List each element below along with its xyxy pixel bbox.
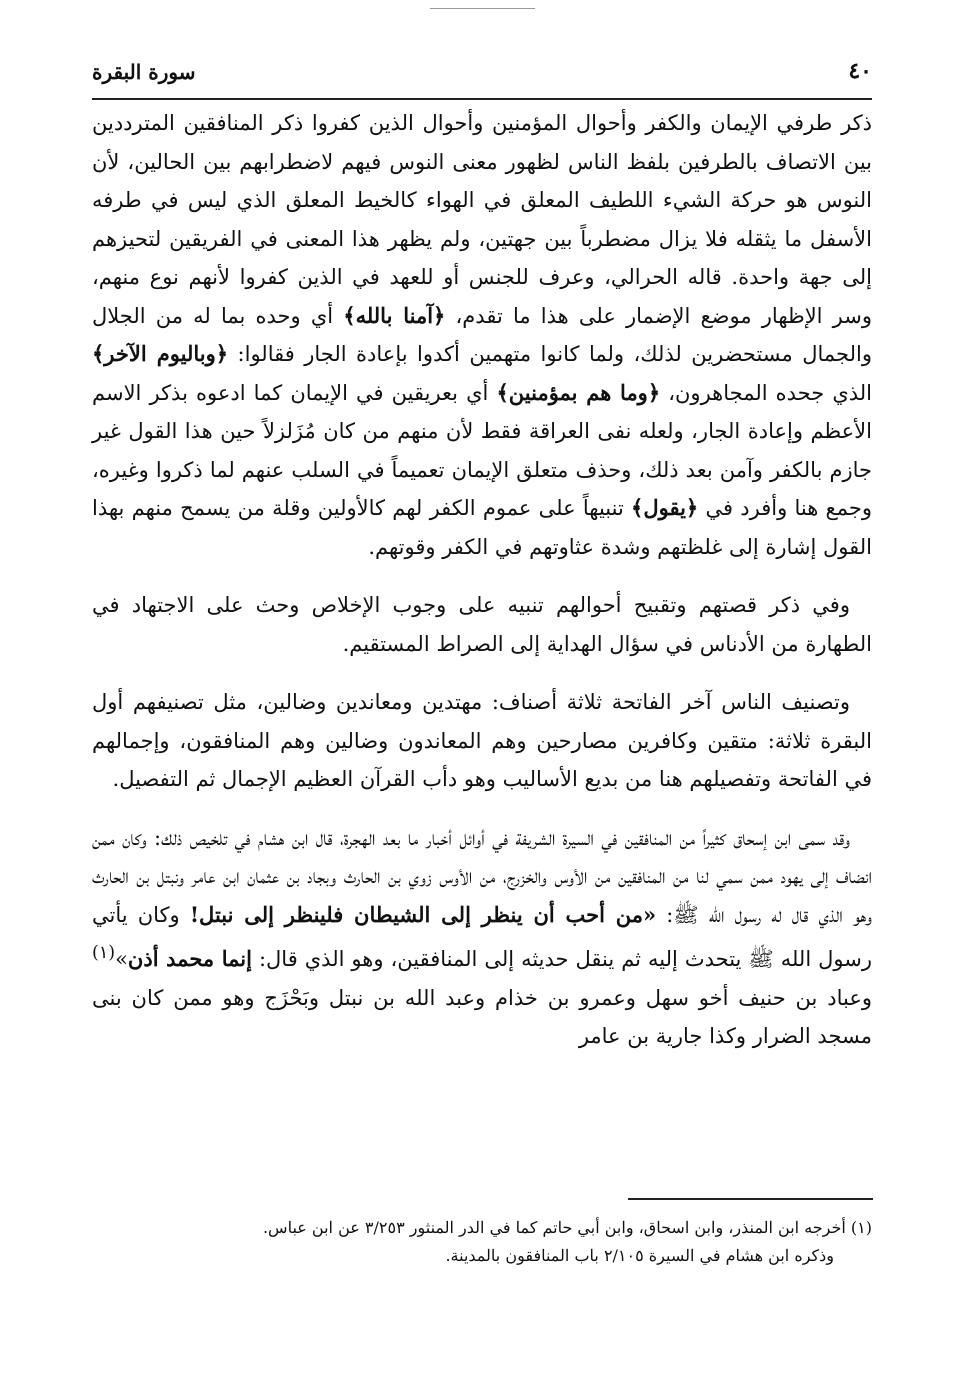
paragraph-4-text-a: وقد سمى ابن إسحاق كثيراً من المنافقين في السيرة الشريفة في أوائل أخبار ما بعد الهجرة، قال ابن هشام في تلخيص ذلك: وكان ممن انضاف إلى يهود ممن سمي لنا من المنافقين من الأوس والخزرج، من الأوس زوي بن الحارث وبجاد بن عثمان ابن عامر ونبتل بن الحارث وهو الذي قال له رسول الله ﷺ: [92, 825, 872, 927]
footnote-separator [628, 1198, 873, 1200]
paragraph-4-text-g: وعباد بن حنيف أخو سهل وعمرو بن خذام وعبد الله بن نبتل وبَحْزَج وهو ممن كان بنى مسجد الضرار وكذا جارية بن عامر [92, 985, 872, 1048]
quran-quote-aamanna-billah: ﴿آمنا بالله﴾ [343, 302, 446, 328]
paragraph-1-text-e: الذي جحده المجاهرون، [660, 380, 873, 405]
surah-name: سورة البقرة [92, 60, 196, 84]
top-edge-mark [430, 8, 535, 9]
quran-quote-wama-hum: ﴿وما هم بمؤمنين﴾ [496, 379, 661, 405]
body-text [92, 104, 872, 1056]
quran-quote-yaqul: ﴿يقول﴾ [631, 495, 699, 520]
paragraph-3: وتصنيف الناس آخر الفاتحة ثلاثة أصناف: مهتدين ومعاندين وضالين، مثل تصنيفهم أول البقرة ثلاثة: متقين وكافرين مصارحين وهم المعاندون وضالين وهم المنافقون، وإجمالهم في الفاتحة وتفصيلهم هنا من بديع الأساليب وهو دأب القرآن العظيم الإجمال ثم التفصيل. [92, 690, 872, 791]
paragraph-1-text-i: تنبيهاً على عموم الكفر لهم كالأولين وقلة من يسمح منهم بهذا القول إشارة إلى غلظتهم وشدة عثاوتهم في الكفر وقوتهم. [92, 496, 872, 559]
footnote-1-continued: وذكره ابن هشام في السيرة ٢/١٠٥ باب المنافقون بالمدينة. [445, 1246, 834, 1265]
paragraph-1-text-a: ذكر طرفي الإيمان والكفر وأحوال المؤمنين وأحوال الذين كفروا ذكر المنافقين المترددين بين الاتصاف بالطرفين بلفظ الناس لظهور معنى النوس فيهم لاضطرابهم بين الحالين، لأن النوس هو حركة الشيء اللطيف المعلق في الهواء كالخيط المعلق الذي ليس في طرفه الأسفل ما يثقله فلا يزال مضطرباً بين جهتين، ولم يظهر هذا المعنى في الفريقين لتحيزهم إلى جهة واحدة. قاله الحرالي، وعرف للجنس أو للعهد في الذين كفروا لأنهم نوع منهم، وسر الإظهار موضع الإضمار على هذا ما تقدم، [92, 111, 873, 328]
hadith-quote-nabtal: «من أحب أن ينظر إلى الشيطان فلينظر إلى نبتل! [189, 901, 657, 927]
paragraph-1 [92, 104, 872, 566]
footnote-marker: (١) [92, 943, 116, 963]
paragraph-4-text-c: وكان يأتي رسول الله ﷺ يتحدث إليه ثم ينقل حديثه إلى المنافقين، وهو الذي قال: [92, 902, 873, 971]
hadith-quote-udhun: إنما محمد أذن [127, 946, 252, 971]
paragraph-2: وفي ذكر قصتهم وتقبيح أحوالهم تنبيه على وجوب الإخلاص وحث على الاجتهاد في الطهارة من الأدناس في سؤال الهداية إلى الصراط المستقيم. [92, 593, 872, 656]
footnote-1: (١) أخرجه ابن المنذر، وابن اسحاق، وابن أبي حاتم كما في الدر المنثور ٣/٢٥٣ عن ابن عباس. [262, 1218, 872, 1237]
closing-quote-mark: » [115, 947, 128, 971]
paragraph-4 [92, 819, 872, 1056]
footnotes [92, 1214, 872, 1270]
page-header [92, 58, 872, 100]
paragraph-1-text-c: أي وحده بما له من الجلال والجمال مستحضرين لذلك، ولما كانوا متهمين أكدوا بإعادة الجار فقالوا: [92, 303, 872, 366]
quran-quote-yawm-akhir: ﴿وباليوم الآخر﴾ [92, 341, 229, 366]
paragraph-1-text-g: أي بعريقين في الإيمان كما ادعوه بذكر الاسم الأعظم وإعادة الجار، ولعله نفى العراقة فقط لأن منهم من كان مُزَلزلاً حين هذا القول غير جازم بالكفر وآمن بعد ذلك، وحذف متعلق الإيمان تعميماً في السلب عنهم لما ذكروا وغيره، وجمع هنا وأفرد في [92, 380, 872, 520]
page-number: ٤٠ [848, 58, 872, 84]
